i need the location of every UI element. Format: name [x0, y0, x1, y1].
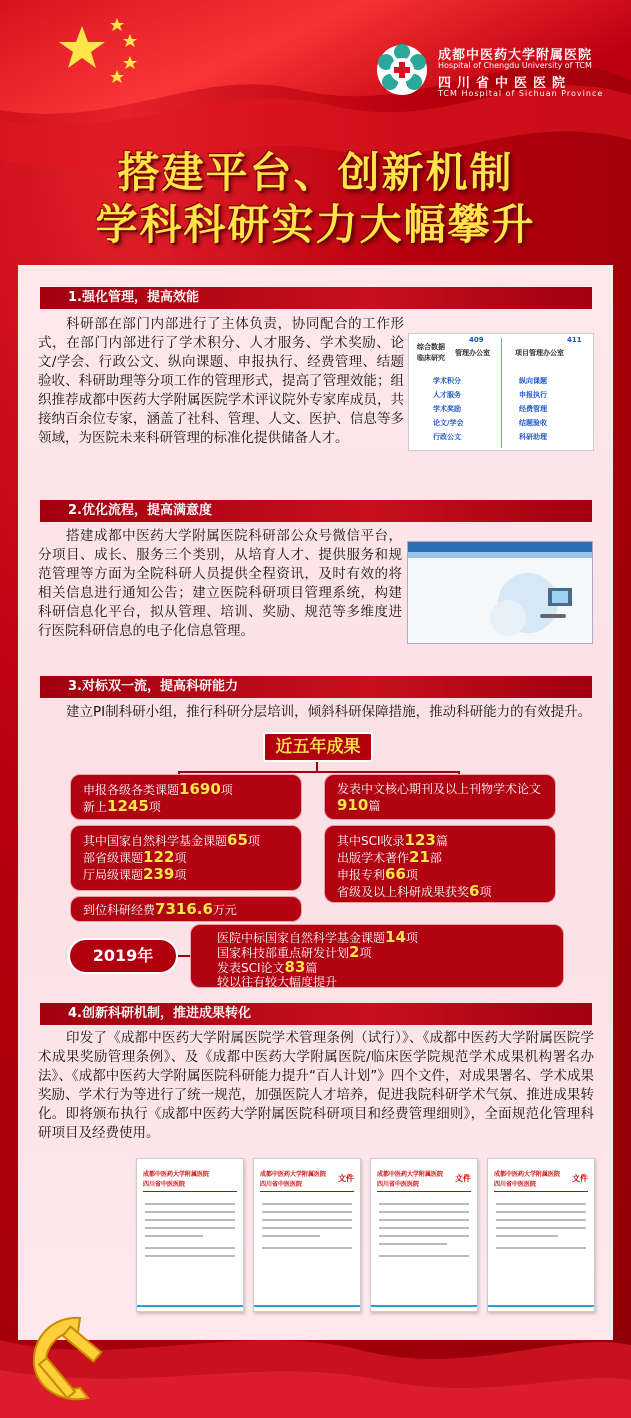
- system-screenshot-image: [407, 541, 593, 644]
- connector: [178, 771, 460, 773]
- section1-heading: 1.强化管理，提高效能: [40, 287, 592, 309]
- org-right-column: 项目管理办公室 411 纵向课题 申报执行 经费管理 结题验收 科研助理: [515, 336, 582, 441]
- screenshot-titlebar: [408, 542, 593, 552]
- hospital-logo-icon: [372, 42, 432, 98]
- screenshot-content-graphic: [408, 558, 593, 644]
- section4-text: 印发了《成都中医药大学附属医院学术管理条例（试行）》、《成都中医药大学附属医院学术成果奖励管理条例》、及《成都中医药大学附属医院/临床医学院规范学术成果机构署名办法》、《成都中医药大学附属医院科研能力提升“百人计划”》四个文件，对成果署名、学术成果奖励、学术行为等进行了统一规范，加强医院人才培养，促进我院科研学术气氛、推进成果转化。即将颁布执行《成都中医药大学附属医院科研项目和经费管理细则》，全面规范化管理科研项目及经费使用。: [38, 1030, 594, 1141]
- section2-text: 搭建成都中医药大学附属医院科研部公众号微信平台，分项目、成长、服务三个类别，从培育人才、提供服务和规范管理等方面为全院科研人员提供全程资讯，及时有效的将相关信息进行通知公告；建立医院科研项目管理系统，构建科研信息化平台，拟从管理、培训、奖励、规范等多维度进行医院科研信息的电子化信息管理。: [38, 528, 402, 639]
- year-badge: 2019年: [68, 938, 178, 974]
- result-box-grants: 其中国家自然科学基金课题65项 部省级课题122项 厅局级课题239项: [70, 825, 302, 891]
- hospital-name-cn: 成都中医药大学附属医院: [438, 48, 593, 63]
- poster-title-line1: 搭建平台、创新机制: [117, 148, 514, 197]
- result-box-papers: 发表中文核心期刊及以上刊物学术论文910篇: [324, 774, 556, 820]
- results-title: 近五年成果: [263, 732, 373, 762]
- document-image-2: 成都中医药大学附属医院 四川省中医医院 文件: [253, 1158, 361, 1312]
- hospital-name-cn-2: 四川省中医医院: [438, 76, 572, 91]
- poster-title-line2: 学科科研实力大幅攀升: [95, 200, 536, 249]
- hospital-logo: [372, 40, 622, 100]
- document-image-1: 成都中医药大学附属医院 四川省中医医院: [136, 1158, 244, 1312]
- section1-text: 科研部在部门内部进行了主体负责，协同配合的工作形式，在部门内部进行了学术积分、人才服务、学术奖励、论文/学会、行政公文、纵向课题、申报执行、经费管理、结题验收、科研助理等分项工作的管理形式，提高了管理效能；组织推荐成都中医药大学附属医院学术评议院外专家库成员，共接纳百余位专家，涵盖了社科、管理、人文、医护、信息等多领域，为医院未来科研管理的标准化提供储备人才。: [38, 316, 404, 446]
- document-image-4: 成都中医药大学附属医院 四川省中医医院 文件: [487, 1158, 595, 1312]
- result-box-funding: 到位科研经费7316.6万元: [70, 896, 302, 922]
- result-box-outputs: 其中SCI收录123篇 出版学术著作21部 申报专利66项 省级及以上科研成果获奖6项: [324, 825, 556, 903]
- section2-heading: 2.优化流程，提高满意度: [40, 500, 592, 522]
- result-box-projects: 申报各级各类课题1690项 新上1245项: [70, 774, 302, 820]
- bottom-ribbon: [0, 1300, 631, 1418]
- hospital-name-en-2: TCM Hospital of Sichuan Province: [438, 89, 604, 98]
- org-chart-image: [408, 333, 594, 451]
- result-box-2019: 医院中标国家自然科学基金课题14项 国家科技部重点研发计划2项 发表SCI论文83篇 较以往有较大幅度提升: [190, 924, 564, 988]
- section3-text: 建立PI制科研小组，推行科研分层培训，倾斜科研保障措施，推动科研能力的有效提升。: [66, 704, 592, 720]
- hospital-name-en: Hospital of Chengdu University of TCM: [438, 61, 592, 70]
- document-image-3: 成都中医药大学附属医院 四川省中医医院 文件: [370, 1158, 478, 1312]
- section3-heading: 3.对标双一流，提高科研能力: [40, 676, 592, 698]
- org-left-column: 综合数据 临床研究 管理办公室 409 学术积分 人才服务 学术奖励 论文/学会 行政公文: [417, 336, 490, 441]
- org-divider: [501, 338, 502, 448]
- section4-heading: 4.创新科研机制，推进成果转化: [40, 1003, 592, 1025]
